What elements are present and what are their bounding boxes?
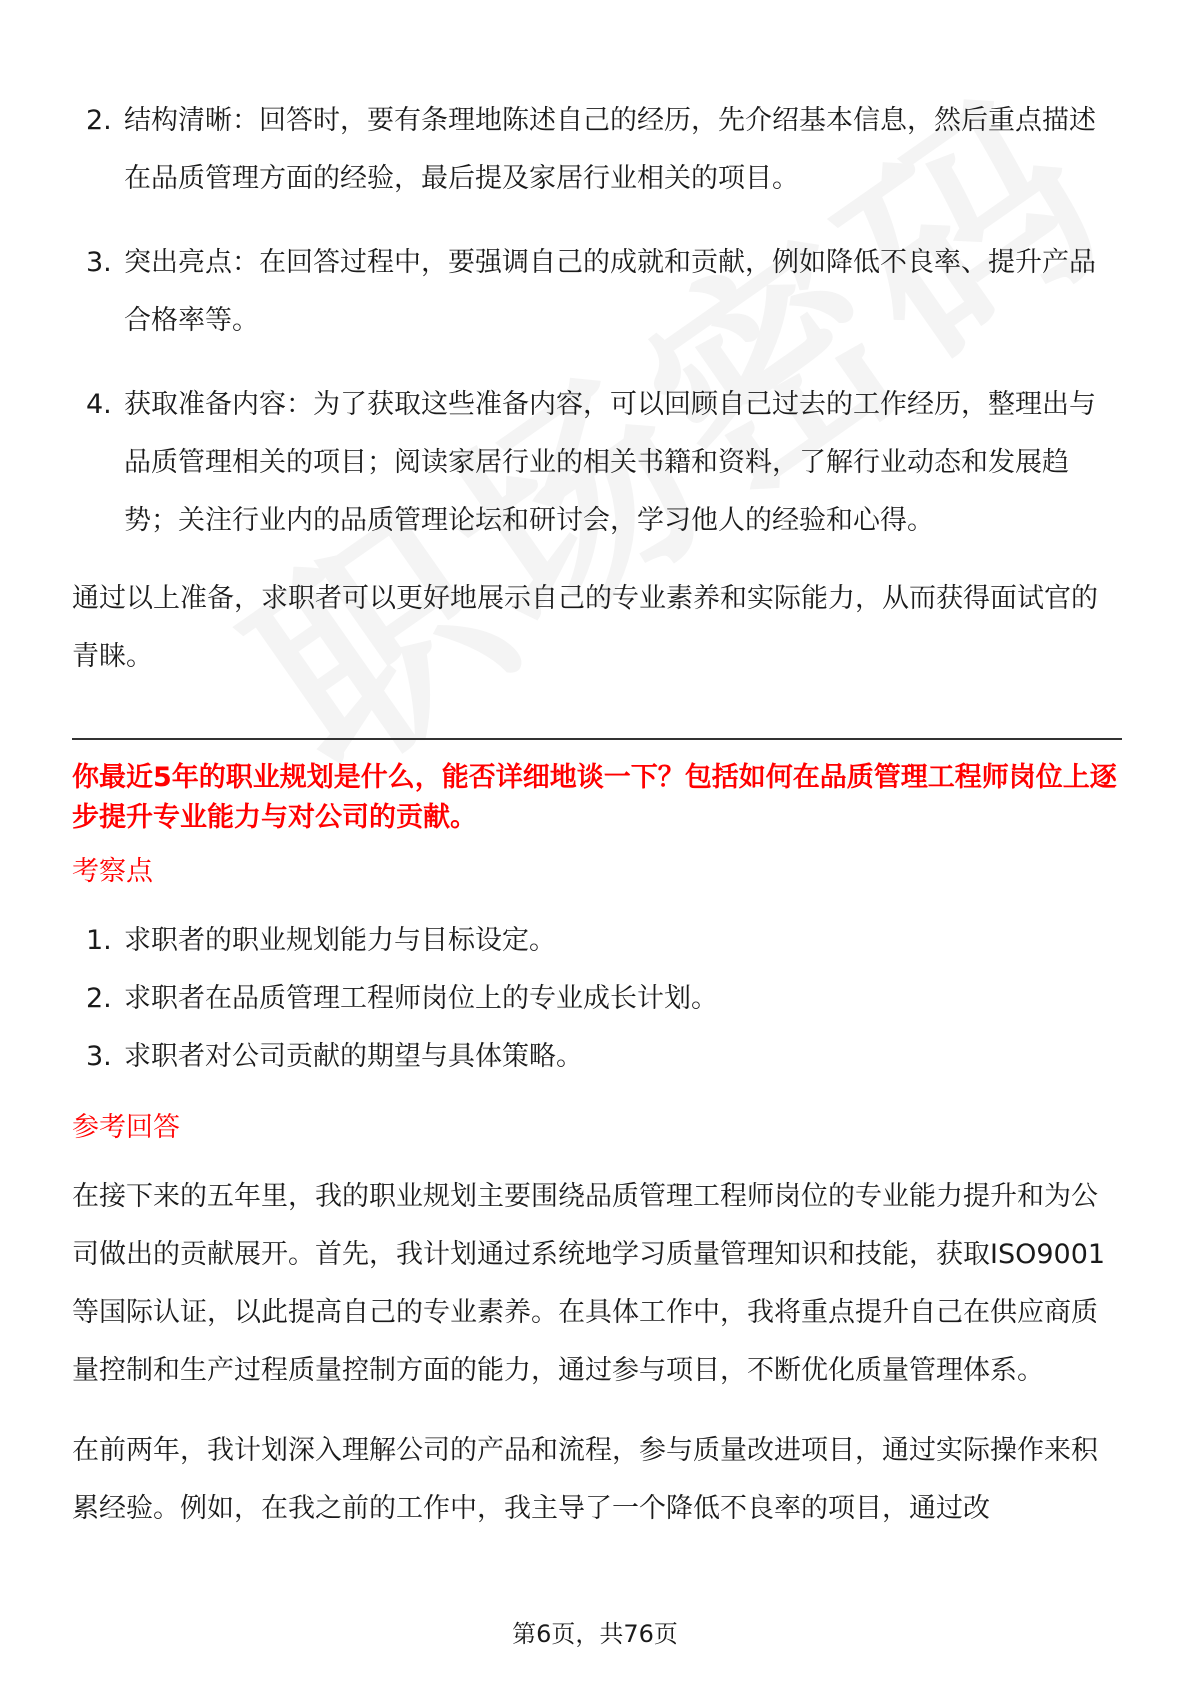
question-heading: 你最近5年的职业规划是什么，能否详细地谈一下？包括如何在品质管理工程师岗位上逐步提升专业能力与对公司的贡献。: [72, 762, 1117, 833]
page-content: [72, 92, 1122, 1538]
reference-heading: 参考回答: [72, 1112, 180, 1143]
list-item: [72, 1028, 1122, 1086]
key-points-list: [72, 912, 1122, 1086]
paragraph-gap: [72, 1400, 1122, 1422]
reference-paragraph: 在接下来的五年里，我的职业规划主要围绕品质管理工程师岗位的专业能力提升和为公司做出的贡献展开。首先，我计划通过系统地学习质量管理知识和技能，获取ISO9001等国际认证，以此提高自己的专业素养。在具体工作中，我将重点提升自己在供应商质量控制和生产过程质量控制方面的能力，通过参与项目，不断优化质量管理体系。: [72, 1181, 1106, 1386]
list-number: 3.: [86, 247, 112, 278]
list-text: 求职者对公司贡献的期望与具体策略。: [124, 1041, 583, 1072]
list-number: 2.: [86, 105, 112, 136]
list-item: [72, 234, 1122, 350]
list-item: [72, 970, 1122, 1028]
list-text: 突出亮点：在回答过程中，要强调自己的成就和贡献，例如降低不良率、提升产品合格率等。: [124, 247, 1096, 336]
list-number: 4.: [86, 389, 112, 420]
list-number: 2.: [86, 983, 112, 1014]
reference-paragraph: 在前两年，我计划深入理解公司的产品和流程，参与质量改进项目，通过实际操作来积累经验。例如，在我之前的工作中，我主导了一个降低不良率的项目，通过改: [72, 1435, 1098, 1524]
answer-list: [72, 92, 1122, 550]
list-text: 结构清晰：回答时，要有条理地陈述自己的经历，先介绍基本信息，然后重点描述在品质管理方面的经验，最后提及家居行业相关的项目。: [124, 105, 1096, 194]
summary-paragraph: 通过以上准备，求职者可以更好地展示自己的专业素养和实际能力，从而获得面试官的青睐。: [72, 583, 1098, 672]
list-text: 求职者的职业规划能力与目标设定。: [124, 925, 556, 956]
list-item: [72, 92, 1122, 208]
list-item: [72, 376, 1122, 550]
list-number: 1.: [86, 925, 112, 956]
section-divider: [72, 738, 1122, 740]
list-text: 获取准备内容：为了获取这些准备内容，可以回顾自己过去的工作经历，整理出与品质管理相关的项目；阅读家居行业的相关书籍和资料，了解行业动态和发展趋势；关注行业内的品质管理论坛和研讨会，学习他人的经验和心得。: [124, 389, 1096, 536]
list-item: [72, 912, 1122, 970]
list-number: 3.: [86, 1041, 112, 1072]
key-points-heading: 考察点: [72, 856, 153, 887]
list-text: 求职者在品质管理工程师岗位上的专业成长计划。: [124, 983, 718, 1014]
page-footer: 第6页，共76页: [512, 1620, 678, 1648]
